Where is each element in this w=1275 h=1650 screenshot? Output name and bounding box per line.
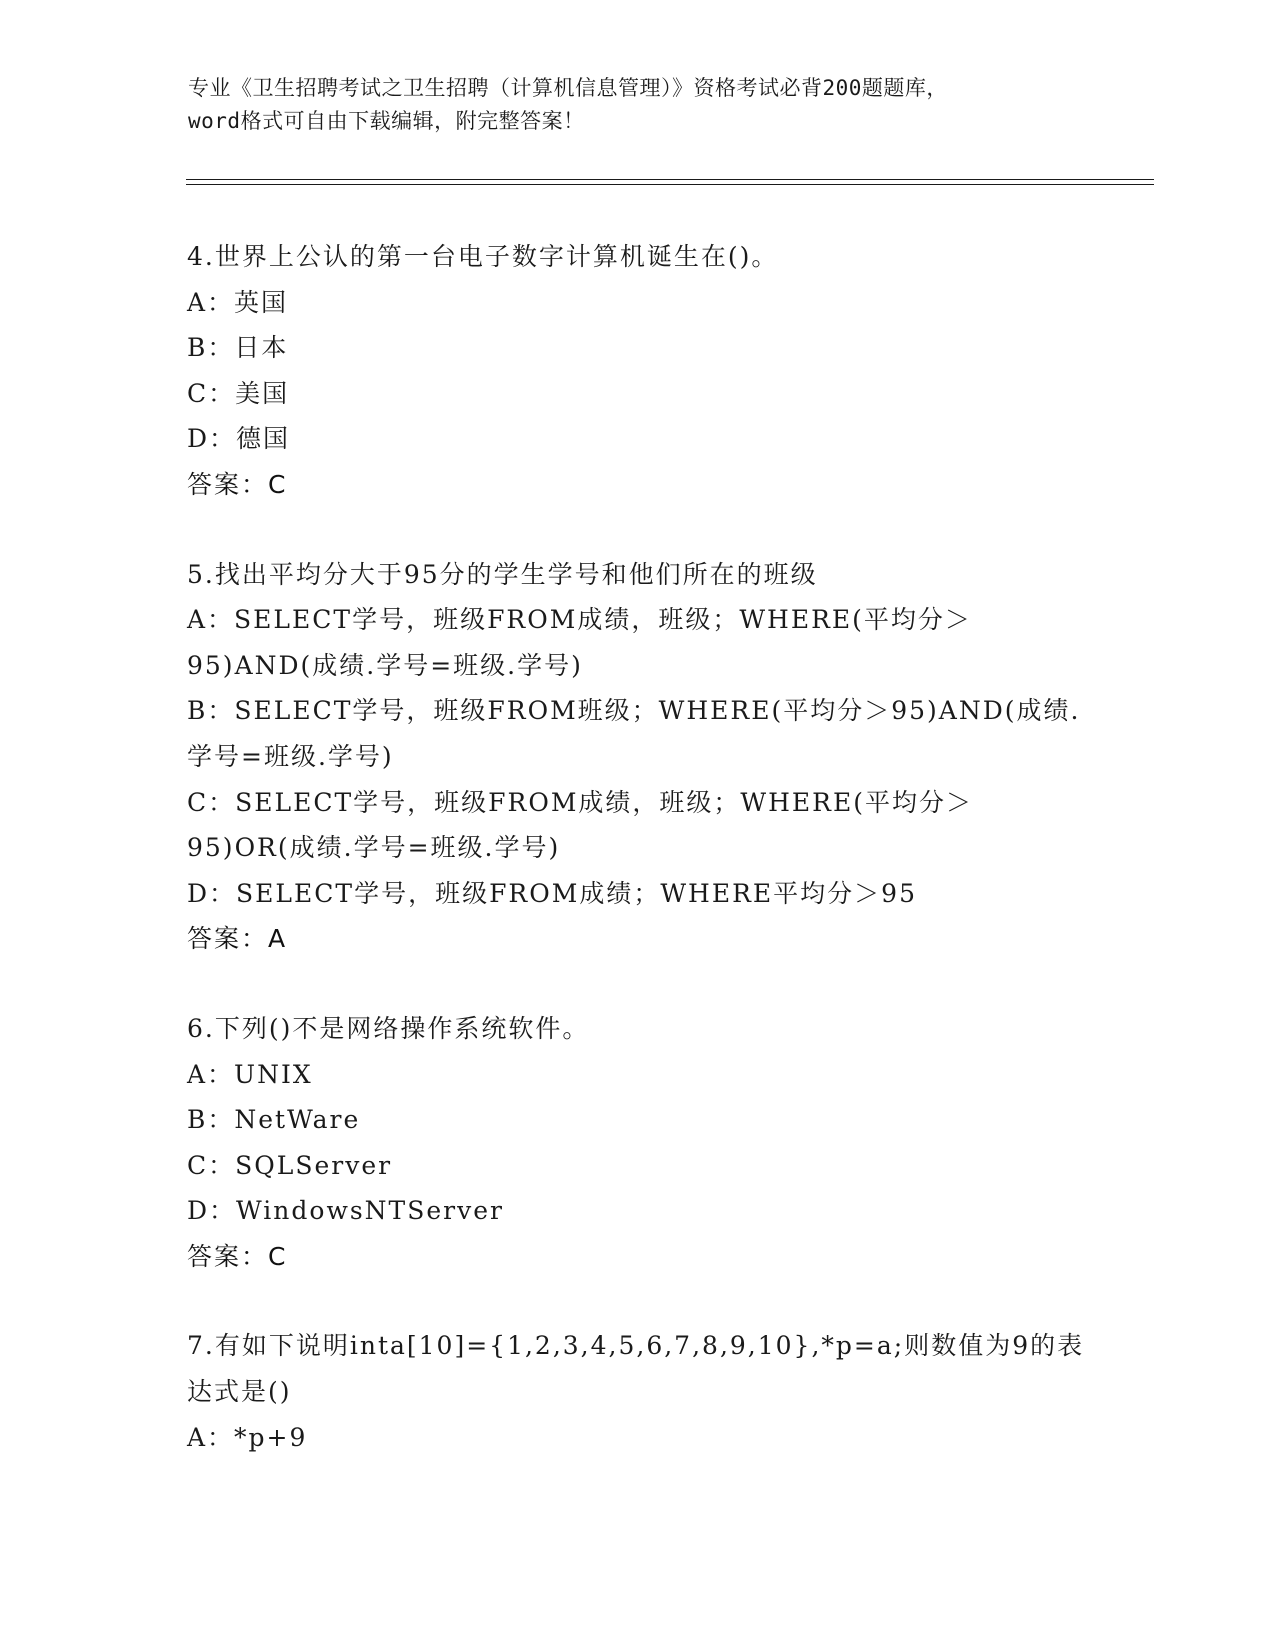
option-d: D：SELECT学号，班级FROM成绩；WHERE平均分＞95 [187, 878, 917, 908]
question-7 [187, 1323, 1087, 1460]
option-a: A：*p+9 [187, 1422, 308, 1452]
option-c: C：SQLServer [187, 1150, 393, 1180]
question-stem: 6.下列()不是网络操作系统软件。 [187, 1013, 590, 1043]
header-title-line-2: word格式可自由下载编辑，附完整答案！ [188, 109, 585, 133]
question-stem: 5.找出平均分大于95分的学生学号和他们所在的班级 [187, 559, 818, 589]
option-b: B：SELECT学号，班级FROM班级；WHERE(平均分＞95)AND(成绩.学号=班级.学号) [187, 696, 1081, 771]
question-stem: 4.世界上公认的第一台电子数字计算机诞生在()。 [187, 242, 779, 271]
option-a: A：英国 [187, 287, 289, 317]
answer-line: 答案：A [187, 924, 288, 954]
document-header [188, 72, 1088, 138]
option-a: A：UNIX [187, 1059, 313, 1089]
option-b: B：NetWare [187, 1105, 361, 1135]
answer-line: 答案：C [187, 1241, 288, 1271]
header-divider-bottom [186, 184, 1154, 185]
option-d: D：WindowsNTServer [187, 1196, 504, 1226]
option-b: B：日本 [187, 333, 289, 363]
header-title-line-1: 专业《卫生招聘考试之卫生招聘（计算机信息管理）》资格考试必背200题题库， [188, 76, 948, 100]
option-a: A：SELECT学号，班级FROM成绩，班级；WHERE(平均分＞95)AND(成绩.学号=班级.学号) [187, 605, 972, 680]
question-5 [187, 552, 1087, 962]
answer-line: 答案：C [187, 469, 288, 499]
question-stem: 7.有如下说明inta[10]={1,2,3,4,5,6,7,8,9,10},*p=a;则数值为9的表达式是() [187, 1331, 1085, 1407]
question-list [187, 234, 1087, 1504]
question-4 [187, 234, 1087, 508]
option-d: D：德国 [187, 424, 291, 454]
header-divider-top [186, 179, 1154, 180]
option-c: C：SELECT学号，班级FROM成绩，班级；WHERE(平均分＞95)OR(成绩.学号=班级.学号) [187, 787, 973, 863]
question-6 [187, 1006, 1087, 1280]
option-c: C：美国 [187, 378, 290, 408]
